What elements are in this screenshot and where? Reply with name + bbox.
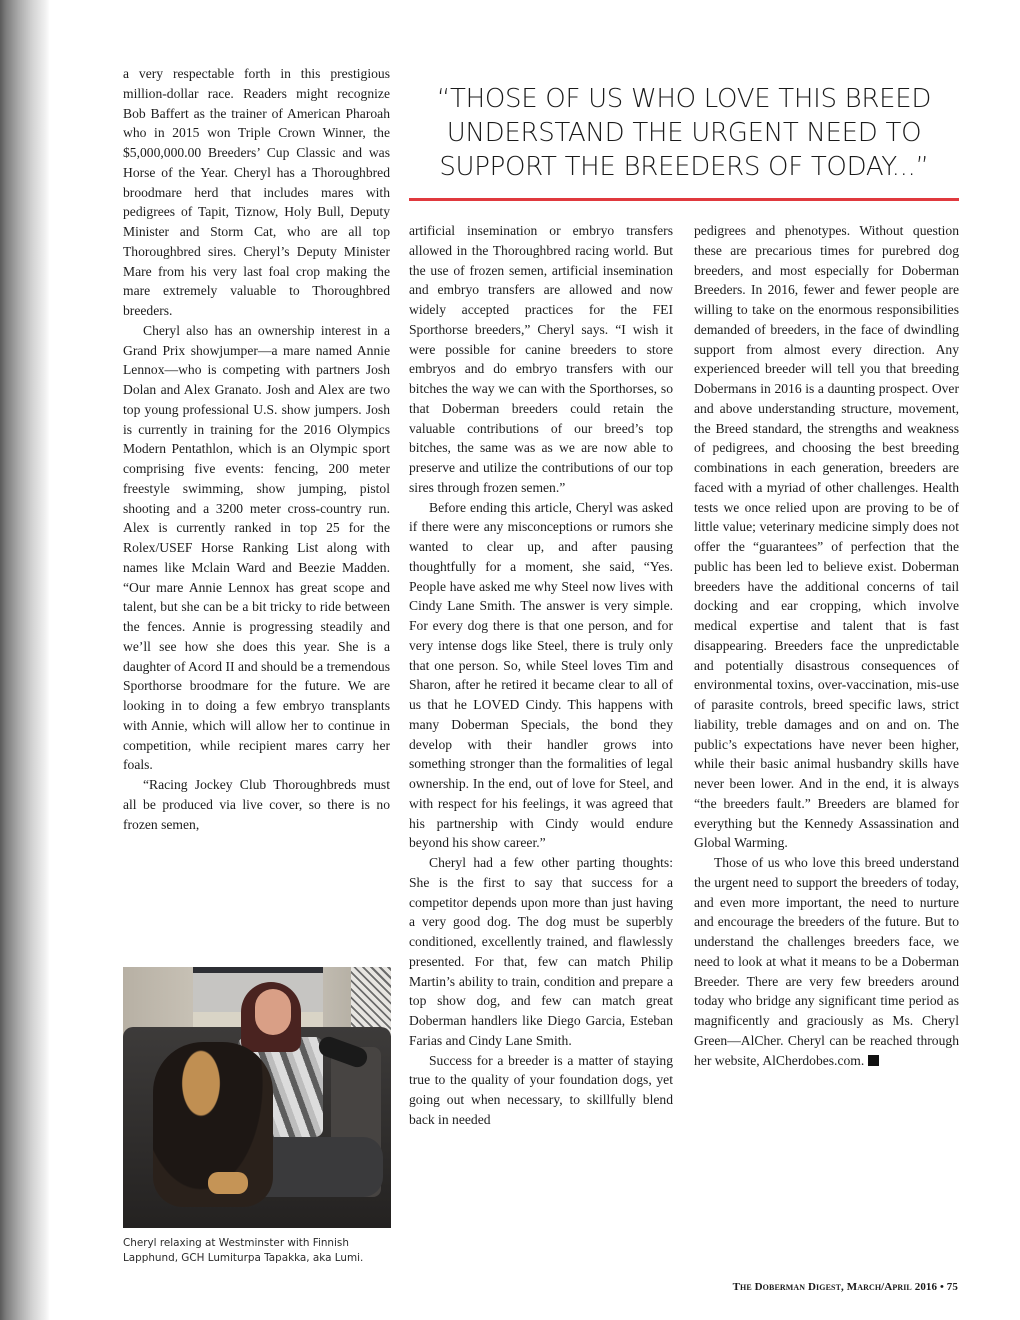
article-photo <box>123 967 391 1228</box>
article-column-3 <box>694 221 959 1070</box>
pull-quote-line: UNDERSTAND THE URGENT NEED TO <box>446 118 922 148</box>
paragraph: a very respectable forth in this prestigious million-dollar race. Readers might recognize Bob Baffert as the trainer of American Pharoah who in 2015 won Triple Crown Winner, the $5,000,000.00 Breeders’ Cup Classic and was Horse of the Year. Cheryl has a Thoroughbred broodmare herd that includes mares with pedigrees of Tapit, Tiznow, Holy Bull, Deputy Minister and Storm Cat, who are all top Thoroughbred sires. Cheryl’s Deputy Minister Mare from his very last foal crop making the mare extremely valuable to Thoroughbred breeders. <box>123 66 390 318</box>
pull-quote-line: SUPPORT THE BREEDERS OF TODAY...” <box>439 152 929 182</box>
paragraph: Cheryl also has an ownership interest in a Grand Prix showjumper—a mare named Annie Lennox—who is competing with partners Josh Dolan and Alex Granato. Josh and Alex are two top young professional U.S. show jumpers. Josh is currently in training for the 2016 Olympics Modern Pentathlon, which is an Olympic sport comprising five events: fencing, 200 meter freestyle swimming, show jumping, pistol shooting and a 3200 meter cross-country run. Alex is currently ranked in top 25 for the Rolex/USEF Horse Ranking List along with names like Mclain Ward and Beezie Madden. “Our mare Annie Lennox has great scope and talent, but she can be a bit tricky to ride between the fences. Annie is progressing steadily and we’ll see how she does this year. She is a daughter of Acord II and should be a tremendous Sporthorse broodmare for the future. We are looking in to doing a few embryo transplants with Annie, which will allow her to continue in competition, while recipient mares carry her foals. <box>123 322 390 773</box>
end-of-article-mark-icon <box>868 1055 879 1066</box>
page-binding-shadow <box>0 0 50 1320</box>
footer-separator: • <box>939 1281 944 1293</box>
paragraph: Success for a breeder is a matter of staying true to the quality of your foundation dogs, yet going out when necessary, to skillfully blend back in needed <box>409 1052 673 1127</box>
pull-quote <box>409 82 959 184</box>
paragraph: Before ending this article, Cheryl was asked if there were any misconceptions or rumors she wanted to clear up, and after pausing thoughtfully for a moment, she said, “Yes. People have asked me why Steel now lives with Cindy Lane Smith. The answer is very simple. For every dog there is that one person, and for very intense dogs like Steel, there is truly only that one person. So, while Steel loves Tim and Sharon, after he retired it became clear to all of us that he LOVED Cindy. This happens with many Doberman Specials, the bond they develop with their handler grows into something stronger than the formalities of legal ownership. In the end, out of love for Steel, and with respect for his feelings, it was agreed that his partnership with Cindy would endure beyond his show career.” <box>409 499 673 851</box>
paragraph-text: Those of us who love this breed understand the urgent need to support the breeders of today, and even more important, the need to nurture and encourage the breeders of the future. But to understand the challenges breeders face, we need to look at what it means to be a Doberman Breeder. There are very few breeders around today who bridge any significant time period as magnificently and graciously as Ms. Cheryl Green—AlCher. Cheryl can be reached through her website, AlCherdobes.com. <box>694 855 959 1068</box>
issue-date: March/April 2016 <box>846 1281 938 1293</box>
article-column-1 <box>123 64 390 834</box>
paragraph: “Racing Jockey Club Thoroughbreds must all be produced via live cover, so there is no frozen semen, <box>123 777 390 832</box>
article-column-2 <box>409 221 673 1130</box>
pull-quote-rule <box>409 198 959 201</box>
pull-quote-line: “THOSE OF US WHO LOVE THIS BREED <box>436 84 932 114</box>
paragraph: artificial insemination or embryo transfers allowed in the Thoroughbred racing world. But the use of frozen semen, artificial insemination and embryo transfers are allowed and now widely accepted practices for the FEI Sporthorse breeders,” Cheryl says. “I wish it were possible for canine breeders to store embryos and do embryo transfers with our bitches the way we can with the Sporthorses, so that Doberman breeders could retain the valuable contributions of our breed’s top bitches, the same was as we are now able to preserve and utilize the contributions of our top sires through frozen semen.” <box>409 223 673 495</box>
photo-person-face <box>255 989 291 1035</box>
paragraph <box>694 853 959 1070</box>
paragraph: pedigrees and phenotypes. Without question these are precarious times for purebred dog breeders, and most especially for Doberman Breeders. In 2016, fewer and fewer people are willing to take on the enormous responsibilities demanded of breeders, in the face of dwindling support from almost every direction. Any experienced breeder will tell you that breeding Dobermans in 2016 is a daunting prospect. Over and above understanding structure, movement, the Breed standard, the strengths and weakness of pedigrees, and choosing the best breeding combinations in each generation, breeders are faced with a myriad of other challenges. Health tests we once relied upon are proving to be of little value; veterinary medicine simply does not offer the “guarantees” of perfection that the public has been led to believe exist. Doberman breeders have the additional concerns of tail docking and ear cropping, which involve medical expertise and talent that is fast disappearing. Breeders face the unpredictable and potentially disastrous consequences of environmental toxins, over-vaccination, mis-use of parasite controls, breed specific laws, strict liability, treble damages and on and on. The public’s expectations have never been higher, while their basic animal husbandry skills have never been lower. And in the end, it is always “the breeders fault.” Breeders are blamed for everything but the Kennedy Assassination and Global Warming. <box>694 223 959 851</box>
page-number: 75 <box>946 1281 958 1293</box>
publication-name: The Doberman Digest <box>732 1281 842 1293</box>
photo-dog-paw <box>208 1172 248 1194</box>
page-footer: The Doberman Digest, March/April 2016 • 75 <box>732 1281 958 1293</box>
paragraph: Cheryl had a few other parting thoughts: She is the first to say that success for a competitor depends upon more than just having a very good dog. The dog must be superbly conditioned, excellently trained, and flawlessly presented. For that, few can match Philip Martin’s ability to train, condition and prepare a top show dog, and few can match great Doberman handlers like Diego Garcia, Esteban Farias and Cindy Lane Smith. <box>409 855 673 1048</box>
photo-caption: Cheryl relaxing at Westminster with Finnish Lapphund, GCH Lumiturpa Tapakka, aka Lumi. <box>123 1237 364 1264</box>
